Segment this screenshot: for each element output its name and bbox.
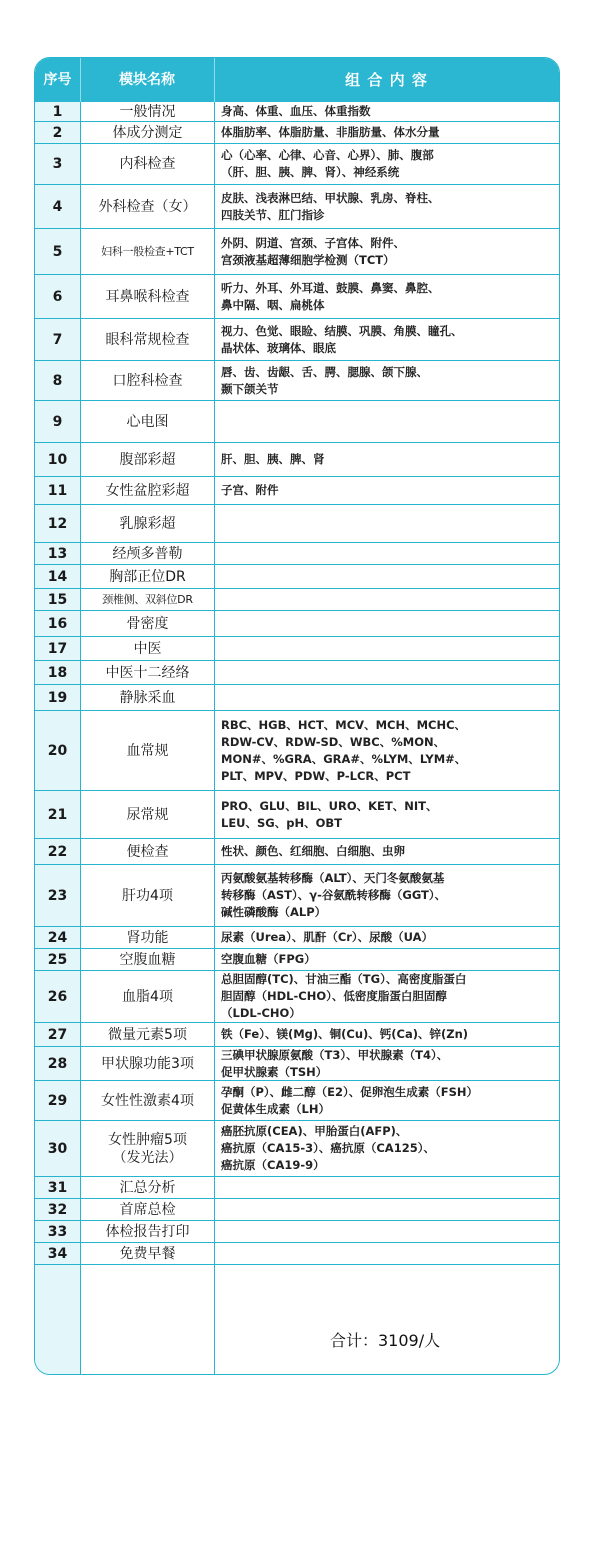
- module-name: 胸部正位DR: [109, 568, 186, 585]
- module-name: 一般情况: [119, 103, 176, 120]
- row-number: 9: [52, 413, 63, 430]
- module-content: [221, 661, 557, 684]
- table-row: [35, 1243, 559, 1265]
- module-content: 皮肤、浅表淋巴结、甲状腺、乳房、脊柱、 四肢关节、肛门指诊: [221, 190, 440, 222]
- table-row: [35, 275, 559, 319]
- module-content: RBC、HGB、HCT、MCV、MCH、MCHC、 RDW-CV、RDW-SD、WBC、%MON、 MON#、%GRA、GRA#、%LYM、LYM#、 PLT、MPV、PDW、P-LCR、PCT: [221, 717, 467, 783]
- table-row: [35, 144, 559, 185]
- total-price: 合计：3109/人: [330, 1331, 441, 1350]
- module-content: [221, 565, 557, 588]
- header-divider: [80, 58, 81, 102]
- row-number: 6: [52, 288, 63, 305]
- module-name: 血脂4项: [122, 988, 173, 1005]
- table-row: [35, 505, 559, 543]
- module-name: 颈椎侧、双斜位DR: [102, 592, 193, 606]
- row-number: 14: [47, 568, 68, 585]
- row-number: 31: [47, 1179, 68, 1196]
- row-number: 17: [47, 640, 68, 657]
- module-content: 肝、胆、胰、脾、肾: [221, 452, 325, 466]
- row-number: 26: [47, 988, 68, 1005]
- module-content: 癌胚抗原(CEA)、甲胎蛋白(AFP)、 癌抗原（CA15-3）、癌抗原（CA125）、 癌抗原（CA19-9）: [221, 1124, 435, 1172]
- row-number: 20: [47, 742, 68, 759]
- row-number: 11: [47, 482, 68, 499]
- table-row: [35, 1081, 559, 1121]
- module-content: 性状、颜色、红细胞、白细胞、虫卵: [221, 844, 405, 858]
- table-row: [35, 443, 559, 477]
- module-content: 听力、外耳、外耳道、鼓膜、鼻窦、鼻腔、 鼻中隔、咽、扁桃体: [221, 280, 440, 312]
- module-content: [221, 611, 557, 636]
- module-name: 中医: [133, 640, 162, 657]
- module-name: 中医十二经络: [105, 664, 190, 681]
- row-number: 27: [47, 1026, 68, 1043]
- row-number: 19: [47, 689, 68, 706]
- module-name: 微量元素5项: [108, 1026, 187, 1043]
- table-row: [35, 661, 559, 685]
- module-content: [221, 401, 557, 442]
- row-number: 24: [47, 929, 68, 946]
- table-row: [35, 589, 559, 611]
- module-content: [221, 1221, 557, 1242]
- module-name: 甲状腺功能3项: [101, 1055, 194, 1072]
- module-name: 肾功能: [126, 929, 169, 946]
- module-content: 孕酮（P）、雌二醇（E2）、促卵泡生成素（FSH） 促黄体生成素（LH）: [221, 1084, 479, 1116]
- module-content: 三碘甲状腺原氨酸（T3）、甲状腺素（T4）、 促甲状腺素（TSH）: [221, 1047, 449, 1079]
- module-name: 内科检查: [119, 156, 176, 172]
- table-header: [35, 58, 559, 102]
- module-name: 体检报告打印: [105, 1223, 190, 1240]
- row-number: 34: [47, 1245, 68, 1262]
- module-content: [221, 505, 557, 542]
- module-name: 空腹血糖: [119, 951, 176, 968]
- module-name: 妇科一般检查+TCT: [101, 244, 194, 258]
- module-name: 经颅多普勒: [112, 545, 183, 562]
- module-content: 丙氨酸氨基转移酶（ALT）、天门冬氨酸氨基 转移酶（AST）、γ-谷氨酰转移酶（GGT）、 碱性磷酸酶（ALP）: [221, 871, 447, 919]
- module-content: 尿素（Urea）、肌酐（Cr）、尿酸（UA）: [221, 930, 434, 944]
- table-row: [35, 401, 559, 443]
- row-number: 30: [47, 1140, 68, 1157]
- header-divider: [214, 58, 215, 102]
- module-name: 汇总分析: [119, 1179, 176, 1196]
- module-content: 唇、齿、齿龈、舌、腭、腮腺、颌下腺、 颞下颌关节: [221, 364, 428, 396]
- header-name: 模块名称: [119, 72, 175, 88]
- module-content: [221, 637, 557, 660]
- module-content: [221, 543, 557, 564]
- table-row: [35, 477, 559, 505]
- table-row: [35, 1221, 559, 1243]
- table-row: [35, 1047, 559, 1081]
- table-row: [35, 102, 559, 122]
- row-number: 2: [52, 124, 63, 141]
- table-row: [35, 1121, 559, 1177]
- module-name: 口腔科检查: [112, 372, 183, 389]
- module-content: [221, 685, 557, 710]
- row-number: 3: [52, 156, 63, 172]
- row-number: 18: [47, 664, 68, 681]
- module-content: [221, 1177, 557, 1198]
- row-number: 32: [47, 1201, 68, 1218]
- row-number: 15: [47, 591, 68, 608]
- module-name: 耳鼻喉科检查: [105, 288, 190, 305]
- row-number: 12: [47, 515, 68, 532]
- module-name: 骨密度: [126, 615, 169, 632]
- row-number: 29: [47, 1092, 68, 1109]
- module-content: 空腹血糖（FPG）: [221, 952, 316, 966]
- module-content: 总胆固醇(TC)、甘油三酯（TG）、高密度脂蛋白 胆固醇（HDL-CHO）、低密度脂蛋白胆固醇 （LDL-CHO）: [221, 972, 467, 1020]
- table-row: [35, 185, 559, 229]
- module-content: 视力、色觉、眼睑、结膜、巩膜、角膜、瞳孔、 晶状体、玻璃体、眼底: [221, 323, 463, 355]
- table-row: [35, 229, 559, 275]
- table-row: [35, 791, 559, 839]
- row-number: 4: [52, 198, 63, 215]
- table-row: [35, 949, 559, 971]
- row-number: 10: [47, 451, 68, 468]
- module-name: 尿常规: [126, 806, 169, 823]
- row-number: 7: [52, 331, 63, 348]
- module-name: 免费早餐: [119, 1245, 176, 1262]
- header-content: 组 合 内 容: [345, 71, 428, 89]
- module-name: 眼科常规检查: [105, 331, 190, 348]
- module-name: 心电图: [126, 413, 169, 430]
- row-number: 13: [47, 545, 68, 562]
- module-name: 肝功4项: [122, 887, 173, 904]
- module-name: 血常规: [126, 742, 169, 759]
- table-row: [35, 611, 559, 637]
- row-number: 21: [47, 806, 68, 823]
- module-name: 静脉采血: [119, 689, 176, 706]
- column-divider: [80, 102, 81, 1374]
- table-row: [35, 122, 559, 144]
- row-number: 22: [47, 843, 68, 860]
- module-content: 子宫、附件: [221, 483, 279, 497]
- module-content: [221, 1199, 557, 1220]
- row-number: 33: [47, 1223, 68, 1240]
- module-content: [221, 1243, 557, 1264]
- row-number: 16: [47, 615, 68, 632]
- module-content: 心（心率、心律、心音、心界）、肺、腹部 （肝、胆、胰、脾、肾）、神经系统: [221, 148, 434, 179]
- table-row: [35, 637, 559, 661]
- module-name: 女性肿瘤5项 （发光法）: [108, 1131, 187, 1166]
- header-num: 序号: [43, 72, 72, 88]
- column-divider: [214, 102, 215, 1374]
- module-name: 便检查: [126, 843, 169, 860]
- row-number: 1: [52, 103, 63, 120]
- table-row: [35, 1023, 559, 1047]
- module-name: 体成分测定: [112, 124, 183, 141]
- table-row: [35, 711, 559, 791]
- table-row: [35, 361, 559, 401]
- module-name: 腹部彩超: [119, 451, 176, 468]
- module-name: 女性盆腔彩超: [105, 482, 190, 499]
- module-name: 外科检查（女）: [98, 198, 197, 215]
- table-row: [35, 319, 559, 361]
- module-content: 身高、体重、血压、体重指数: [221, 104, 371, 118]
- table-row: [35, 543, 559, 565]
- module-content: PRO、GLU、BIL、URO、KET、NIT、 LEU、SG、pH、OBT: [221, 798, 438, 830]
- module-content: 铁（Fe）、镁(Mg)、铜(Cu)、钙(Ca)、锌(Zn): [221, 1027, 469, 1041]
- row-number: 5: [52, 243, 63, 260]
- table-row: [35, 839, 559, 865]
- row-number: 23: [47, 887, 68, 904]
- module-name: 首席总检: [119, 1201, 176, 1218]
- module-content: 外阴、阴道、宫颈、子宫体、附件、 宫颈液基超薄细胞学检测（TCT）: [221, 235, 405, 267]
- table-row: [35, 865, 559, 927]
- table-row: [35, 1177, 559, 1199]
- module-content: [221, 589, 557, 610]
- package-table: [34, 57, 560, 1375]
- module-name: 女性性激素4项: [101, 1092, 194, 1109]
- row-number: 8: [52, 372, 63, 389]
- table-row: [35, 971, 559, 1023]
- table-row: [35, 685, 559, 711]
- module-name: 乳腺彩超: [119, 515, 176, 532]
- row-number: 28: [47, 1055, 68, 1072]
- table-row: [35, 927, 559, 949]
- table-row: [35, 1199, 559, 1221]
- module-content: 体脂肪率、体脂肪量、非脂肪量、体水分量: [221, 125, 440, 139]
- row-number: 25: [47, 951, 68, 968]
- table-row: [35, 565, 559, 589]
